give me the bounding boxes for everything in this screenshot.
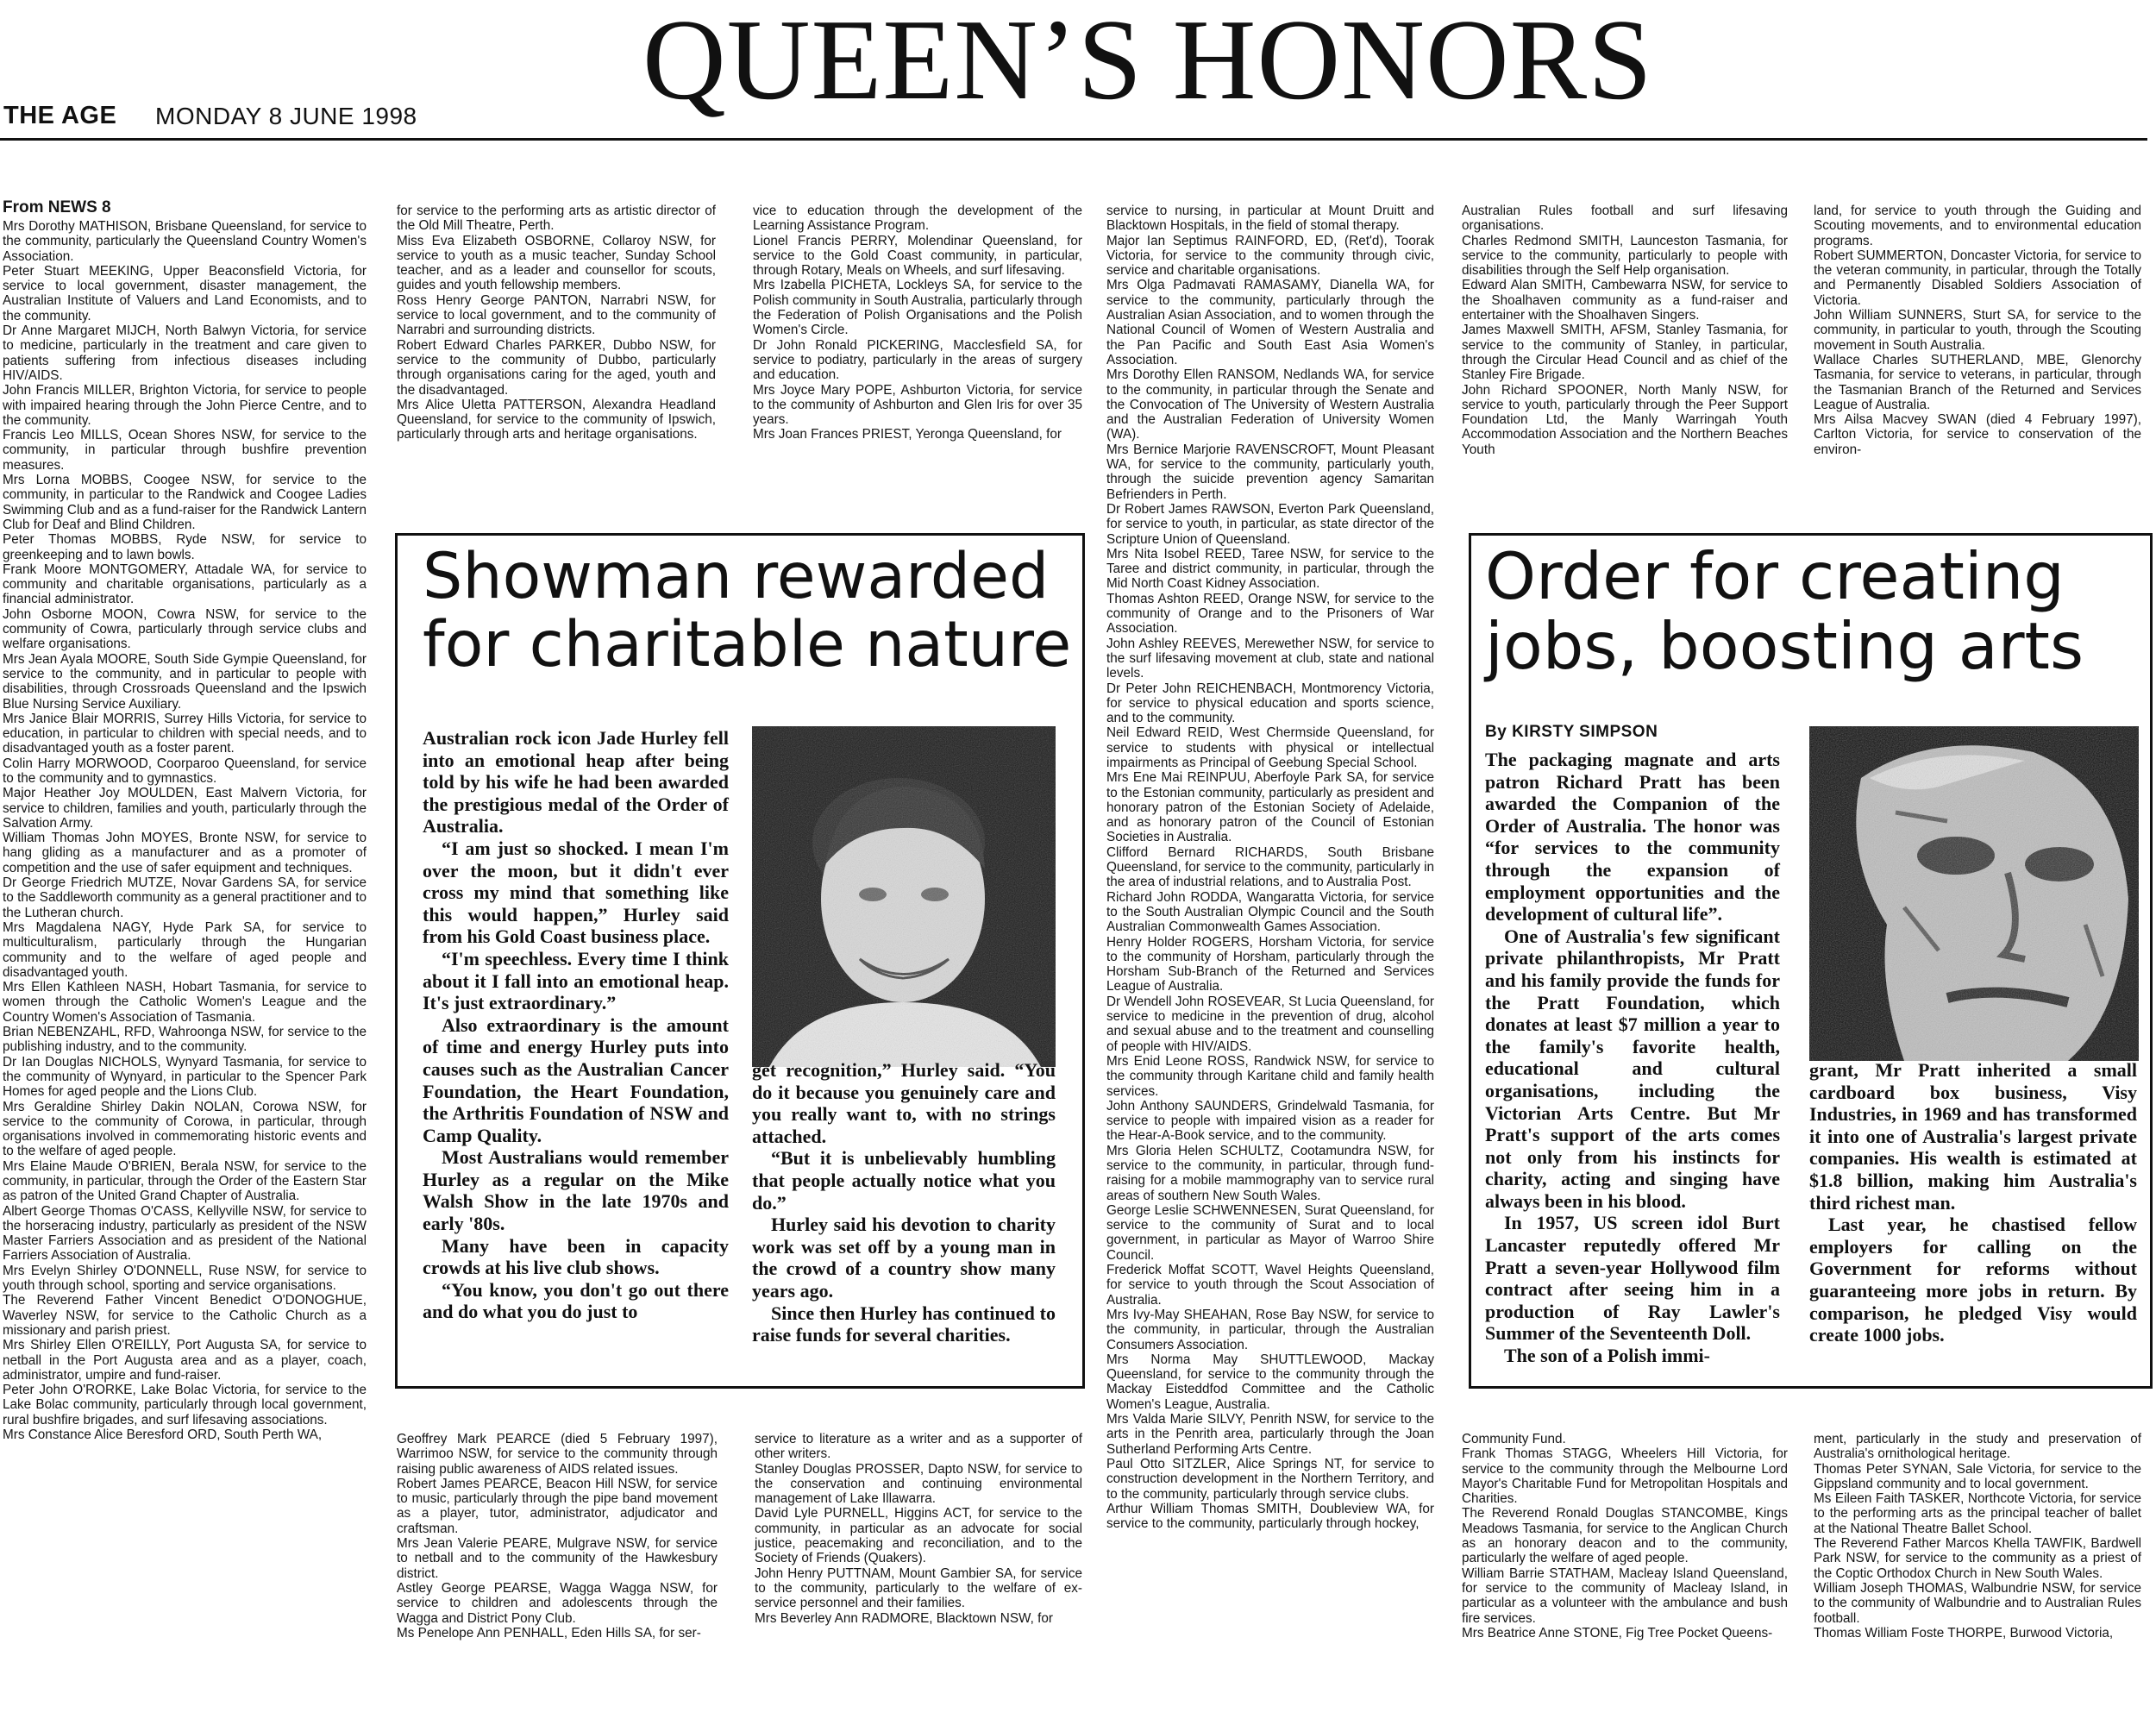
honor-entry: Mrs Beatrice Anne STONE, Fig Tree Pocket Queens-	[1462, 1625, 1773, 1641]
story-paragraph: get recognition,” Hurley said. “You do it because you genuinely care and you really want to, with no strings attached.	[752, 1059, 1056, 1147]
honor-entry: Mrs Joan Frances PRIEST, Yeronga Queensland, for	[753, 427, 1062, 442]
honors-column-9	[1462, 1432, 1788, 1716]
honors-column-10	[1814, 1432, 2141, 1716]
story-body-col-1	[423, 727, 729, 1323]
honor-entry: Arthur William Thomas SMITH, Doubleview WA, for service to the community, particularly through hockey,	[1106, 1501, 1434, 1532]
honor-entry: Colin Harry MORWOOD, Coorparoo Queensland, for service to the community and to gymnastics.	[3, 756, 367, 786]
honor-entry: Mrs Dorothy MATHISON, Brisbane Queensland, for service to the community, particularly the Queensland Country Women's Association.	[3, 219, 367, 264]
honor-entry: Frank Thomas STAGG, Wheelers Hill Victoria, for service to the community through the Melbourne Lord Mayor's Charitable Fund for Metropolitan Hospitals and Charities.	[1462, 1446, 1788, 1507]
honor-entry: John Francis MILLER, Brighton Victoria, for service to people with impaired hearing through the John Pierce Centre, and to the community.	[3, 383, 367, 428]
honor-entry: John Anthony SAUNDERS, Grindelwald Tasmania, for service to people with impaired vision as a reader for the Hear-A-Book service, and to the community.	[1106, 1098, 1434, 1144]
honor-entry: Mrs Ene Mai REINPUU, Aberfoyle Park SA, for service to the Estonian community, particularly as president and honorary patron of the Estonian Society of Adelaide, and as honorary patron of the Council of Estonian Societies in Australia.	[1106, 770, 1434, 845]
honor-entry: land, for service to youth through the Guiding and Scouting movements, and to environmental education programs.	[1814, 204, 2141, 248]
honor-entry: Mrs Jean Valerie PEARE, Mulgrave NSW, for service to netball and to the community of the Hawkesbury district.	[397, 1536, 718, 1581]
honors-list	[1106, 204, 1434, 1531]
honor-entry: Richard John RODDA, Wangaratta Victoria, for service to the South Australian Olympic Council and the South Australian Commonwealth Games Association.	[1106, 889, 1434, 935]
jade-hurley-photo	[752, 726, 1056, 1067]
story-paragraph: Australian rock icon Jade Hurley fell into an emotional heap after being told by his wife he had been awarded the prestigious medal of the Order of Australia.	[423, 727, 729, 838]
honor-entry: vice to education through the development of the Learning Assistance Program.	[753, 204, 1082, 234]
honor-entry: Mrs Norma May SHUTTLEWOOD, Mackay Queensland, for service to the community through the Mackay Eisteddfod Committee and the Catholic Women's League, Australia.	[1106, 1352, 1434, 1412]
honor-entry: Peter Stuart MEEKING, Upper Beaconsfield Victoria, for service to local government, disaster management, the Australian Institute of Valuers and Land Economists, and to the community.	[3, 263, 367, 323]
honor-entry: Mrs Ailsa Macvey SWAN (died 4 February 1997), Carlton Victoria, for service to conservation of the environ-	[1814, 412, 2141, 457]
honor-entry: Thomas Ashton REED, Orange NSW, for service to the community of Orange and to the Prisoners of War Association.	[1106, 591, 1434, 637]
honor-entry: Miss Eva Elizabeth OSBORNE, Collaroy NSW, for service to youth as a music teacher, Sunday School teacher, and as a leader and counsellor for scouts, guides and youth fellowship members.	[397, 233, 716, 293]
honors-column-1	[3, 198, 367, 1712]
honor-entry: Charles Redmond SMITH, Launceston Tasmania, for service to the community, particularly to people with disabilities through the Self Help organisation.	[1462, 233, 1788, 279]
newspaper-name: THE AGE	[3, 102, 117, 129]
honor-entry: John Ashley REEVES, Merewether NSW, for service to the surf lifesaving movement at club, state and national levels.	[1106, 636, 1434, 681]
honor-entry: Ms Penelope Ann PENHALL, Eden Hills SA, for ser-	[397, 1625, 701, 1641]
honor-entry: Lionel Francis PERRY, Molendinar Queensland, for service to the Gold Coast community, in particular, through Rotary, Meals on Wheels, and surf lifesaving.	[753, 233, 1082, 279]
honor-entry: Mrs Ivy-May SHEAHAN, Rose Bay NSW, for service to the community, in particular, through the Australian Consumers Association.	[1106, 1307, 1434, 1352]
masthead-rule	[0, 138, 2147, 141]
honor-entry: Mrs Evelyn Shirley O'DONNELL, Ruse NSW, for service to youth through school, sporting and service organisations.	[3, 1263, 367, 1294]
honors-list	[1462, 204, 1788, 457]
honor-entry: Dr Robert James RAWSON, Everton Park Queensland, for service to youth, in particular, as state director of the Scripture Union of Queensland.	[1106, 501, 1434, 547]
honor-entry: Astley George PEARSE, Wagga Wagga NSW, for service to children and adolescents through the Wagga and District Pony Club.	[397, 1580, 718, 1626]
honor-entry: The Reverend Father Vincent Benedict O'DONOGHUE, Waverley NSW, for service to the Catholic Church as a missionary and parish priest.	[3, 1293, 367, 1338]
story-paragraph: Also extraordinary is the amount of time and energy Hurley puts into causes such as the Australian Cancer Foundation, the Heart Foundation, the Arthritis Foundation of NSW and Camp Quality.	[423, 1013, 729, 1146]
honor-entry: George Leslie SCHWENNESEN, Surat Queensland, for service to the community of Surat and to local government, in particular as Mayor of Warroo Shire Council.	[1106, 1202, 1434, 1263]
honors-column-5	[1462, 204, 1788, 488]
story-body-col-2	[752, 1059, 1056, 1346]
honor-entry: Geoffrey Mark PEARCE (died 5 February 1997), Warrimoo NSW, for service to the community through raising public awareness of AIDS related issues.	[397, 1432, 718, 1477]
honor-entry: Mrs Gloria Helen SCHULTZ, Cootamundra NSW, for service to the community, in particular, through fund-raising for a mobile mammography van to service rural areas of southern New South Wales.	[1106, 1143, 1434, 1203]
headline-line: jobs, boosting arts	[1485, 608, 2084, 684]
story-headline	[423, 540, 1072, 681]
honor-entry: Paul Otto SITZLER, Alice Springs NT, for service to construction development in the Northern Territory, and to the community, particularly through service clubs.	[1106, 1456, 1434, 1502]
honor-entry: Francis Leo MILLS, Ocean Shores NSW, for service to the community, in particular through bushfire prevention measures.	[3, 428, 367, 473]
honor-entry: John Henry PUTTNAM, Mount Gambier SA, for service to the community, particularly to the welfare of ex-service personnel and their families.	[755, 1565, 1082, 1611]
story-paragraphs	[1809, 1059, 2137, 1346]
honors-list	[755, 1432, 1082, 1626]
story-paragraph: Many have been in capacity crowds at his live club shows.	[423, 1234, 729, 1279]
story-paragraph: Since then Hurley has continued to raise funds for several charities.	[752, 1302, 1056, 1346]
honor-entry: Major Heather Joy MOULDEN, East Malvern Victoria, for service to children, families and youth, particularly through the Salvation Army.	[3, 786, 367, 831]
honor-entry: Thomas Peter SYNAN, Sale Victoria, for service to the Gippsland community and to local government.	[1814, 1461, 2141, 1491]
honor-entry: Henry Holder ROGERS, Horsham Victoria, for service to the community of Horsham, particularly through the Horsham Sub-Branch of the Returned and Services League of Australia.	[1106, 934, 1434, 994]
honor-entry: David Lyle PURNELL, Higgins ACT, for service to the community, in particular as an advocate for social justice, peacemaking and reconciliation, and to the Society of Friends (Quakers).	[755, 1506, 1082, 1566]
story-paragraphs	[423, 727, 729, 1323]
honor-entry: Robert James PEARCE, Beacon Hill NSW, for service to music, particularly through the pipe band movement as a player, tutor, administrator, adjudicator and craftsman.	[397, 1476, 718, 1536]
honor-entry: The Reverend Ronald Douglas STANCOMBE, Kings Meadows Tasmania, for service to the Anglican Church as an honorary deacon and to the community, particularly the welfare of aged people.	[1462, 1506, 1788, 1566]
honor-entry: Dr Anne Margaret MIJCH, North Balwyn Victoria, for service to medicine, particularly in the treatment and care given to patients suffering from infectious diseases including HIV/AIDS.	[3, 323, 367, 383]
honor-entry: Mrs Nita Isobel REED, Taree NSW, for service to the Taree and district community, in particular, through the Mid North Coast Kidney Association.	[1106, 546, 1434, 592]
headline-line: for charitable nature	[423, 607, 1072, 681]
honor-entry: Thomas William Foste THORPE, Burwood Victoria,	[1814, 1625, 2114, 1641]
honor-entry: Dr Wendell John ROSEVEAR, St Lucia Queensland, for service to medicine in the prevention of drug, alcohol and sexual abuse and to the treatment and counselling of people with HIV/AIDS.	[1106, 994, 1434, 1054]
honor-entry: Mrs Shirley Ellen O'REILLY, Port Augusta SA, for service to netball in the Port Augusta area and as a player, coach, administrator, umpire and fund-raiser.	[3, 1338, 367, 1383]
honor-entry: service to literature as a writer and as a supporter of other writers.	[755, 1432, 1082, 1462]
honors-list	[1814, 1432, 2141, 1641]
honor-entry: service to nursing, in particular at Mount Druitt and Blacktown Hospitals, in the field of stomal therapy.	[1106, 204, 1434, 234]
story-paragraph: One of Australia's few significant private philanthropists, Mr Pratt and his family provide the funds for the Pratt Foundation, which donates at least $7 million a year to the family's favorite health, educational and cultural organisations, including the Victorian Arts Centre. But Mr Pratt's support of the arts comes not only from his instincts for charity, acting and singing have always been in his blood.	[1485, 925, 1780, 1212]
honors-list	[1462, 1432, 1788, 1641]
honor-entry: Frank Moore MONTGOMERY, Attadale WA, for service to community and charitable organisations, particularly as a financial administrator.	[3, 561, 367, 607]
story-paragraph: “I am just so shocked. I mean I'm over the moon, but it didn't ever cross my mind that something like this would happen,” Hurley said from his Gold Coast business place.	[423, 837, 729, 948]
honors-list	[397, 204, 716, 442]
honors-column-8	[755, 1432, 1082, 1716]
honor-entry: Ms Eileen Faith TASKER, Northcote Victoria, for service to the performing arts as the principal teacher of ballet at the National Theatre Ballet School.	[1814, 1491, 2141, 1536]
story-paragraph: “You know, you don't go out there and do what you do just to	[423, 1278, 729, 1323]
story-paragraph: “I'm speechless. Every time I think about it I fall into an emotional heap. It's just extraordinary.”	[423, 947, 729, 1014]
honor-entry: Neil Edward REID, West Chermside Queensland, for service to students with physical or intellectual impairments as Principal of Geebung Special School.	[1106, 725, 1434, 770]
story-paragraphs	[752, 1059, 1056, 1346]
story-paragraph: “But it is unbelievably humbling that people actually notice what you do.”	[752, 1147, 1056, 1214]
story-paragraph: In 1957, US screen idol Burt Lancaster reputedly offered Mr Pratt a seven-year Hollywood film contract after seeing him in a production of Ray Lawler's Summer of the Seventeenth Doll.	[1485, 1212, 1780, 1345]
honor-entry: Community Fund.	[1462, 1432, 1566, 1446]
honor-entry: Mrs Olga Padmavati RAMASAMY, Dianella WA, for service to the community, particularly through the Australian Asian Association, and to women through the National Council of Women of Western Australia and the Pan Pacific and South East Asia Women's Association.	[1106, 278, 1434, 367]
honor-entry: Mrs Lorna MOBBS, Coogee NSW, for service to the community, in particular to the Randwick and Coogee Ladies Swimming Club and as a fund-raiser for the Randwick Lantern Club for Deaf and Blind Children.	[3, 473, 367, 532]
story-paragraph: Last year, he chastised fellow employers for calling on the Government for reforms without guaranteeing more jobs in return. By comparison, he pledged Visy would create 1000 jobs.	[1809, 1214, 2137, 1346]
honor-entry: Mrs Joyce Mary POPE, Ashburton Victoria, for service to the community of Ashburton and Glen Iris for over 35 years.	[753, 382, 1082, 428]
story-paragraph: Most Australians would remember Hurley as a regular on the Mike Walsh Show in the late 1970s and early '80s.	[423, 1146, 729, 1235]
story-paragraph: grant, Mr Pratt inherited a small cardboard box business, Visy Industries, in 1969 and has transformed it into one of Australia's largest private companies. His wealth is estimated at $1.8 billion, making him Australia's third richest man.	[1809, 1059, 2137, 1214]
honor-entry: Edward Alan SMITH, Cambewarra NSW, for service to the Shoalhaven community as a fund-raiser and entertainer with the Shoalhaven Singers.	[1462, 278, 1788, 323]
honor-entry: Mrs Bernice Marjorie RAVENSCROFT, Mount Pleasant WA, for service to the community, particularly youth, through the suicide prevention agency Samaritan Befrienders in Perth.	[1106, 442, 1434, 502]
honor-entry: Stanley Douglas PROSSER, Dapto NSW, for service to the conservation and continuing environmental management of Lake Illawarra.	[755, 1461, 1082, 1507]
honor-entry: Wallace Charles SUTHERLAND, MBE, Glenorchy Tasmania, for service to veterans, in particular, through the Tasmanian Branch of the Returned and Services League of Australia.	[1814, 352, 2141, 412]
honor-entry: Mrs Janice Blair MORRIS, Surrey Hills Victoria, for service to education, in particular to children with special needs, and to disadvantaged youth as a foster parent.	[3, 711, 367, 756]
honor-entry: Australian Rules football and surf lifesaving organisations.	[1462, 204, 1788, 234]
honor-entry: William Thomas John MOYES, Bronte NSW, for service to hang gliding as a manufacturer and as a promoter of competition and the use of safer equipment and techniques.	[3, 831, 367, 875]
honor-entry: James Maxwell SMITH, AFSM, Stanley Tasmania, for service to the community of Stanley, in particular, through the Circular Head Council and as chief of the Stanley Fire Brigade.	[1462, 323, 1788, 383]
honor-entry: Frederick Moffat SCOTT, Wavel Heights Queensland, for service to youth through the Scout Association of Australia.	[1106, 1263, 1434, 1308]
richard-pratt-photo	[1809, 726, 2139, 1061]
honor-entry: Robert SUMMERTON, Doncaster Victoria, for service to the veteran community, in particular, through the Totally and Permanently Disabled Soldiers Association of Victoria.	[1814, 248, 2141, 308]
honor-entry: Mrs Constance Alice Beresford ORD, South Perth WA,	[3, 1427, 323, 1443]
honor-entry: for service to the performing arts as artistic director of the Old Mill Theatre, Perth.	[397, 204, 716, 234]
honor-entry: Robert Edward Charles PARKER, Dubbo NSW, for service to the community of Dubbo, particularly through organisations caring for the aged, youth and the disadvantaged.	[397, 337, 716, 398]
honors-column-3	[753, 204, 1082, 480]
honors-column-7	[397, 1432, 718, 1716]
story-paragraphs	[1485, 749, 1780, 1367]
story-body-col-2	[1809, 1059, 2137, 1346]
story-headline	[1485, 538, 2084, 684]
honor-entry: John Osborne MOON, Cowra NSW, for service to the community of Cowra, particularly through service clubs and welfare organisations.	[3, 606, 367, 652]
byline: By KIRSTY SIMPSON	[1485, 723, 1658, 741]
honors-list	[397, 1432, 718, 1641]
honor-entry: Dr George Friedrich MUTZE, Novar Gardens SA, for service to the Saddleworth community as a general practitioner and to the Lutheran church.	[3, 875, 367, 920]
section-title: QUEEN’S HONORS	[642, 0, 1653, 123]
honor-entry: Dr John Ronald PICKERING, Macclesfield SA, for service to podiatry, particularly in the areas of surgery and education.	[753, 337, 1082, 383]
honor-entry: Mrs Enid Leone ROSS, Randwick NSW, for service to the community through Karitane child and family health services.	[1106, 1053, 1434, 1099]
headline-line: Showman rewarded	[423, 540, 1050, 613]
issue-date: MONDAY 8 JUNE 1998	[155, 103, 417, 129]
honor-entry: Major Ian Septimus RAINFORD, ED, (Ret'd), Toorak Victoria, for service to the community through civic, service and charitable organisations.	[1106, 233, 1434, 279]
honor-entry: John William SUNNERS, Sturt SA, for service to the community, in particular to youth, through the Scouting movement in South Australia.	[1814, 308, 2141, 353]
honor-entry: Mrs Jean Ayala MOORE, South Side Gympie Queensland, for service to the community, and in particular to people with disabilities, through Crossroads Queensland and the Ipswich Blue Nursing Service Auxiliary.	[3, 651, 367, 712]
continued-from-label: From NEWS 8	[3, 198, 111, 216]
honor-entry: William Barrie STATHAM, Macleay Island Queensland, for service to the community of Macleay Island, in particular as a volunteer with the ambulance and bush fire services.	[1462, 1565, 1788, 1626]
honor-entry: Dr Peter John REICHENBACH, Montmorency Victoria, for service to physical education and sports science, and to the community.	[1106, 681, 1434, 726]
honor-entry: Brian NEBENZAHL, RFD, Wahroonga NSW, for service to the publishing industry, and to the community.	[3, 1025, 367, 1055]
honors-column-4	[1106, 204, 1434, 1704]
honor-entry: ment, particularly in the study and preservation of Australia's ornithological heritage.	[1814, 1432, 2141, 1462]
honor-entry: Mrs Izabella PICHETA, Lockleys SA, for service to the Polish community in South Australia, particularly through the Federation of Polish Organisations and the Polish Women's Circle.	[753, 278, 1082, 338]
story-paragraph: The packaging magnate and arts patron Richard Pratt has been awarded the Companion of the Order of Australia. The honor was “for services to the community through the expansion of employment opportunities and the development of cultural life”.	[1485, 749, 1780, 925]
honor-entry: Dr Ian Douglas NICHOLS, Wynyard Tasmania, for service to the community of Wynyard, in particular to the Spencer Park Homes for aged people and the Lions Club.	[3, 1054, 367, 1100]
honors-column-2	[397, 204, 716, 480]
honor-entry: Albert George Thomas O'CASS, Kellyville NSW, for service to the horseracing industry, particularly as president of the NSW Master Farriers Association and as president of the National Farriers Association of Australia.	[3, 1203, 367, 1264]
honor-entry: John Richard SPOONER, North Manly NSW, for service to youth, particularly through the Peer Support Foundation Ltd, the Manly Warringah Youth Accommodation Association and the Northern Beaches Youth	[1462, 382, 1788, 457]
honors-column-6	[1814, 204, 2141, 488]
honor-entry: The Reverend Father Marcos Khella TAWFIK, Bardwell Park NSW, for service to the community as a priest of the Coptic Orthodox Church in New South Wales.	[1814, 1536, 2141, 1581]
honor-entry: Mrs Ellen Kathleen NASH, Hobart Tasmania, for service to women through the Catholic Women's League and the Country Women's Association of Tasmania.	[3, 980, 367, 1025]
honors-list	[3, 219, 367, 1442]
honor-entry: Mrs Geraldine Shirley Dakin NOLAN, Corowa NSW, for service to the community of Corowa, in particular, through organisations involved in commemorating historic events and to the welfare of aged people.	[3, 1099, 367, 1159]
story-body-col-1	[1485, 749, 1780, 1367]
honor-entry: William Joseph THOMAS, Walbundrie NSW, for service to the community of Walbundrie and to Australian Rules football.	[1814, 1580, 2141, 1626]
story-paragraph: Hurley said his devotion to charity work was set off by a young man in the crowd of a country show many years ago.	[752, 1214, 1056, 1302]
story-paragraph: The son of a Polish immi-	[1504, 1345, 1710, 1367]
honor-entry: Mrs Beverley Ann RADMORE, Blacktown NSW, for	[755, 1610, 1053, 1626]
honor-entry: Peter John O'RORKE, Lake Bolac Victoria, for service to the Lake Bolac community, particularly through local government, rural bushfire brigades, and surf lifesaving associations.	[3, 1383, 367, 1427]
honors-list	[753, 204, 1082, 442]
honors-list	[1814, 204, 2141, 457]
honor-entry: Clifford Bernard RICHARDS, South Brisbane Queensland, for service to the community, particularly in the area of industrial relations, and to Australia Post.	[1106, 844, 1434, 890]
honor-entry: Mrs Dorothy Ellen RANSOM, Nedlands WA, for service to the community, in particular through the Senate and the Convocation of The University of Western Australia and the Australian Federation of University Women (WA).	[1106, 367, 1434, 442]
honor-entry: Mrs Alice Uletta PATTERSON, Alexandra Headland Queensland, for service to the community of Ipswich, particularly through arts and heritage organisations.	[397, 397, 716, 442]
honor-entry: Peter Thomas MOBBS, Ryde NSW, for service to greenkeeping and to lawn bowls.	[3, 532, 367, 562]
honor-entry: Mrs Valda Marie SILVY, Penrith NSW, for service to the arts in the Penrith area, particularly through the Joan Sutherland Performing Arts Centre.	[1106, 1412, 1434, 1457]
honor-entry: Ross Henry George PANTON, Narrabri NSW, for service to local government, and to the community of Narrabri and surrounding districts.	[397, 292, 716, 338]
honor-entry: Mrs Elaine Maude O'BRIEN, Berala NSW, for service to the community, in particular, through the Order of the Eastern Star as patron of the United Grand Chapter of Australia.	[3, 1158, 367, 1204]
honor-entry: Mrs Magdalena NAGY, Hyde Park SA, for service to multiculturalism, particularly through the Hungarian community and to the welfare of aged people and disadvantaged youth.	[3, 919, 367, 980]
headline-line: Order for creating	[1485, 538, 2065, 614]
